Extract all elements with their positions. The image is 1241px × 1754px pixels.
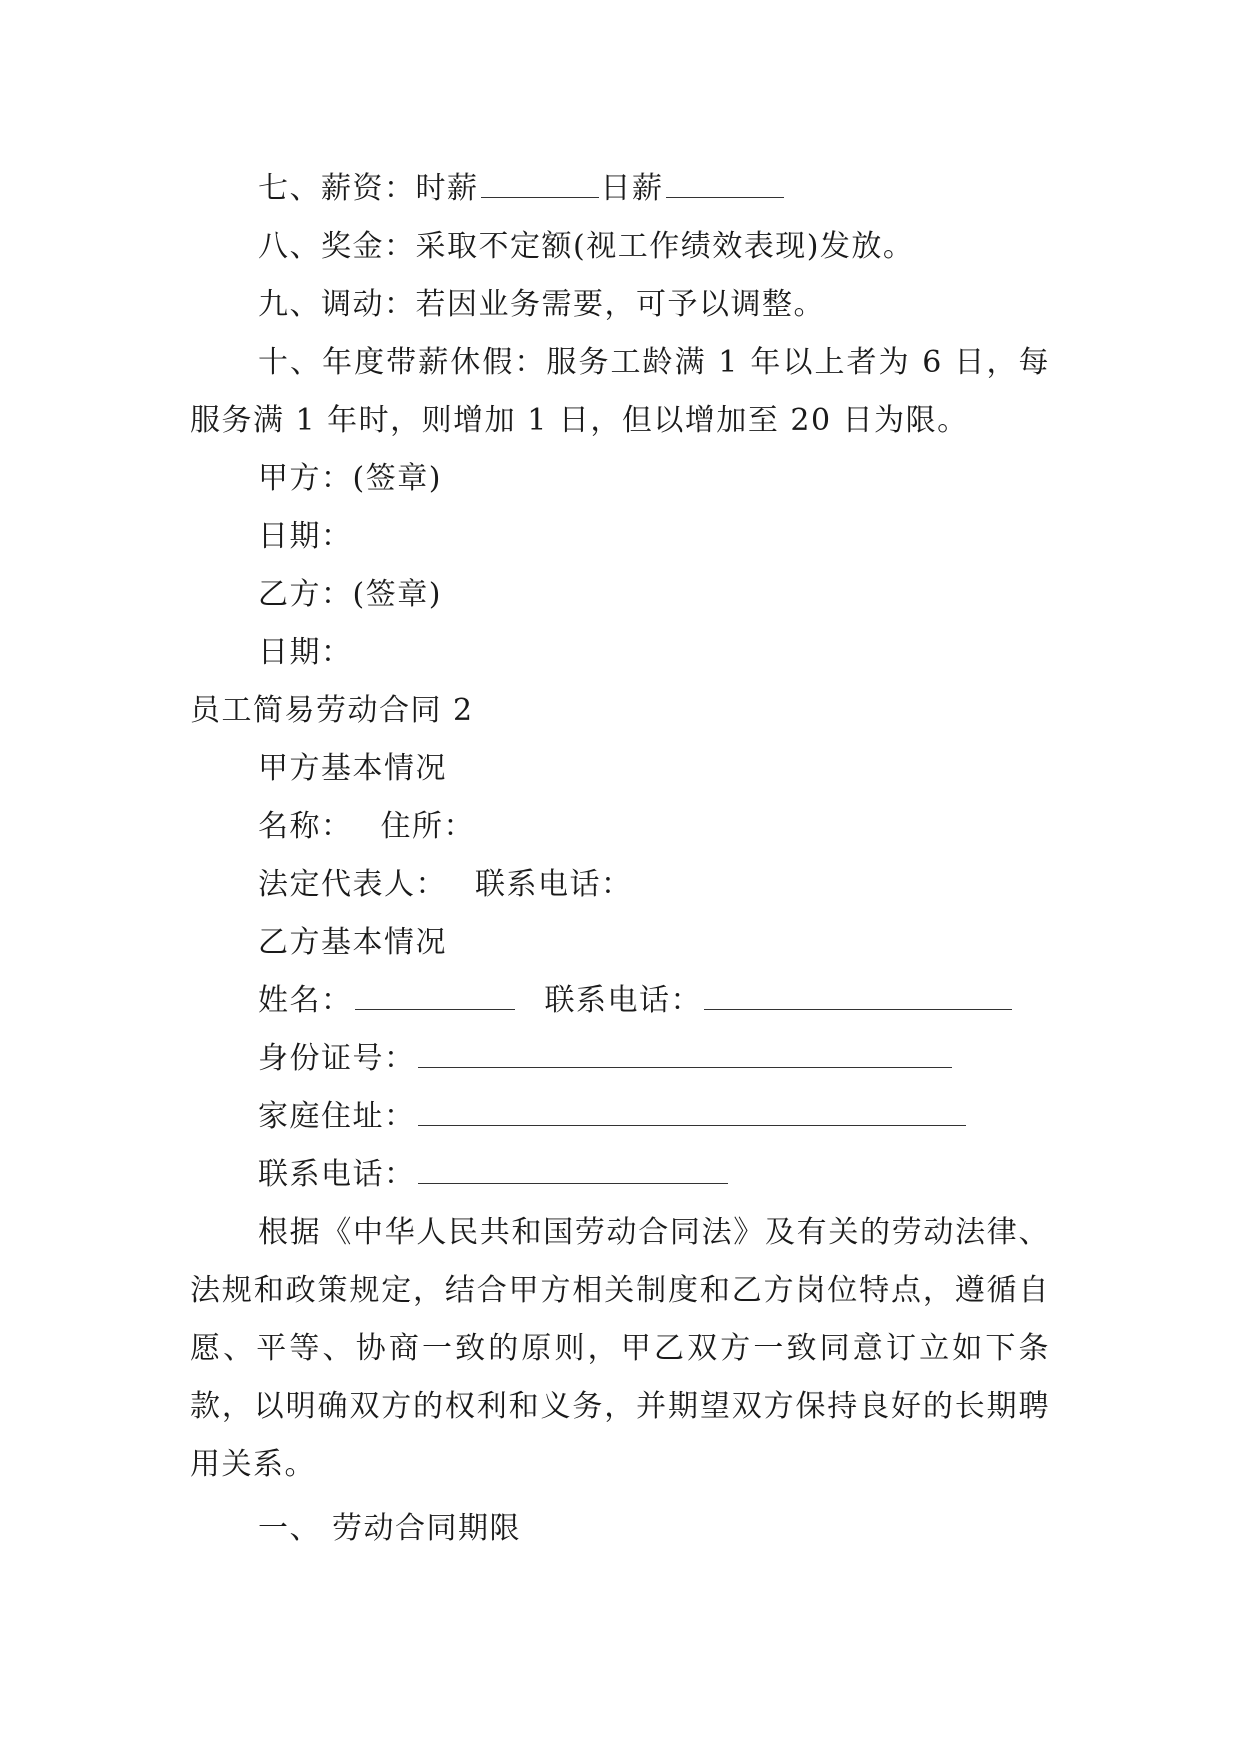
id-number-blank	[418, 1031, 952, 1068]
salary-line	[190, 160, 1050, 218]
party-b-signature: 乙方：(签章)	[258, 577, 442, 612]
name-label: 名称：	[258, 809, 353, 844]
legal-rep-line	[190, 856, 1050, 914]
name-residence-line	[190, 798, 1050, 856]
phone-blank-c	[418, 1147, 728, 1184]
id-number-line	[190, 1030, 1050, 1088]
person-name-label: 姓名：	[258, 983, 353, 1018]
person-name-blank	[355, 973, 515, 1010]
salary-label: 七、薪资：时薪	[258, 171, 479, 206]
address-line	[190, 1088, 1050, 1146]
contract-title: 员工简易劳动合同 2	[190, 693, 474, 728]
legal-rep-label: 法定代表人：	[258, 867, 447, 902]
phone-label-a: 联系电话：	[475, 867, 633, 902]
preamble-paragraph: 根据《中华人民共和国劳动合同法》及有关的劳动法律、法规和政策规定，结合甲方相关制度和乙方岗位特点，遵循自愿、平等、协商一致的原则，甲乙双方一致同意订立如下条款，以明确双方的权利和义务，并期望双方保持良好的长期聘用关系。	[190, 1215, 1050, 1482]
person-name-line	[190, 972, 1050, 1030]
transfer-line: 九、调动：若因业务需要，可予以调整。	[258, 287, 825, 322]
document-body	[190, 160, 1050, 1558]
address-label: 家庭住址：	[258, 1099, 416, 1134]
id-label: 身份证号：	[258, 1041, 416, 1076]
phone-line-c	[190, 1146, 1050, 1204]
annual-leave-paragraph: 十、年度带薪休假：服务工龄满 1 年以上者为 6 日，每服务满 1 年时，则增加 1 日，但以增加至 20 日为限。	[190, 345, 1050, 438]
party-a-signature: 甲方：(签章)	[258, 461, 442, 496]
hourly-wage-blank	[481, 161, 599, 198]
phone-blank-b	[704, 973, 1012, 1010]
phone-label-c: 联系电话：	[258, 1157, 416, 1192]
address-blank	[418, 1089, 966, 1126]
section-one-heading: 一、 劳动合同期限	[258, 1511, 522, 1546]
bonus-line: 八、奖金：采取不定额(视工作绩效表现)发放。	[258, 229, 915, 264]
party-a-info-heading: 甲方基本情况	[258, 751, 447, 786]
party-b-date: 日期：	[258, 635, 353, 670]
party-b-info-heading: 乙方基本情况	[258, 925, 447, 960]
daily-wage-blank	[666, 161, 784, 198]
daily-wage-label: 日薪	[600, 171, 664, 206]
phone-label-b: 联系电话：	[544, 983, 702, 1018]
party-a-date: 日期：	[258, 519, 353, 554]
residence-label: 住所：	[380, 809, 475, 844]
